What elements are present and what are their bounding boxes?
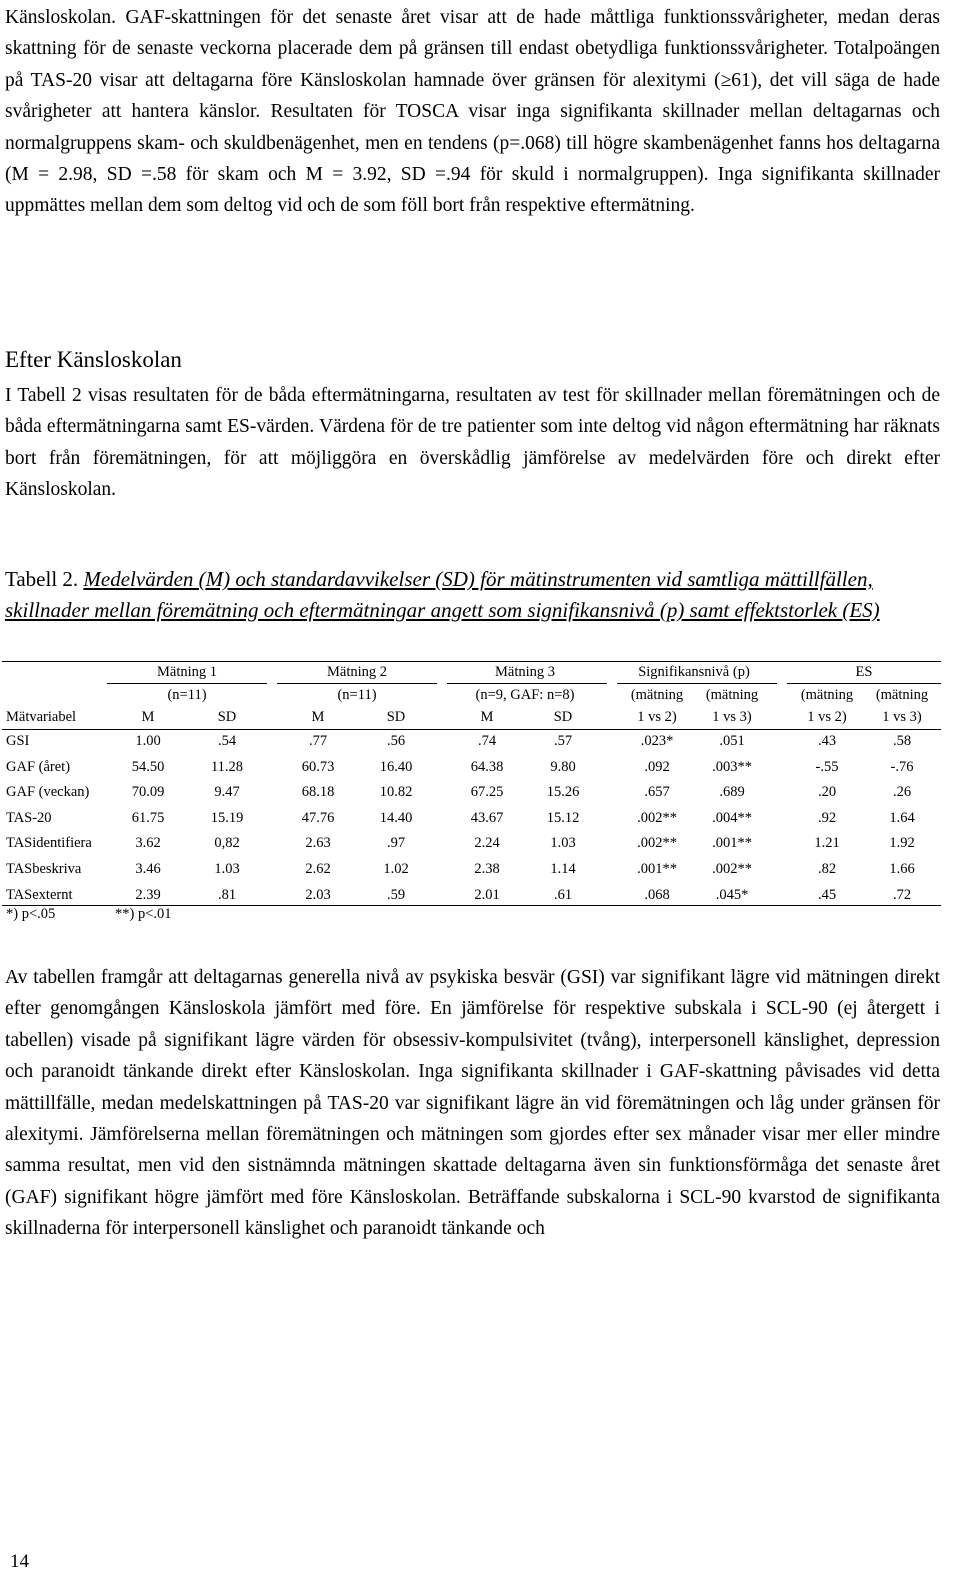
es-sub2-2: 1 vs 3)	[882, 709, 922, 725]
table-cell: .72	[892, 886, 912, 903]
table-cell: .045*	[715, 886, 749, 903]
group-line-3	[447, 683, 607, 684]
table-cell: 3.46	[135, 861, 161, 877]
table-cell: .82	[817, 861, 837, 877]
table-cell: .81	[217, 886, 237, 903]
table-cell: 1.64	[889, 809, 915, 826]
table-cell: .61	[553, 886, 573, 903]
column-header-sd2: SD	[386, 709, 406, 725]
table-cell: 1.92	[889, 835, 915, 852]
group-line-2	[277, 683, 437, 684]
table-cell: .26	[892, 784, 912, 801]
table-cell: .56	[386, 733, 406, 749]
group-n-3: (n=9, GAF: n=8)	[475, 687, 575, 703]
paragraph-intro: Känsloskolan. GAF-skattningen för det senaste året visar att de hade måttliga funktionssvårigheter, medan deras skattning för de senaste veckorna placerade dem på gränsen till endast obetydliga funktionssvårigheter. Totalpoängen på TAS-20 visar att deltagarna före Känsloskolan hamnade över gränsen för alexitymi (≥61), det vill säga de hade svårigheter att hantera känslor. Resultaten för TOSCA visar inga signifikanta skillnader mellan deltagarnas och normalgruppens skam- och skuldbenägenhet, men en tendens (p=.068) till högre skambenägenhet fanns hos deltagarna (M = 2.98, SD =.58 för skam och M = 3.92, SD =.94 för skuld i normalgruppen). Inga signifikanta skillnader uppmättes mellan dem som deltog vid och de som föll bort från respektive eftermätning.	[5, 7, 940, 217]
table-cell: 54.50	[131, 758, 165, 775]
table-cell: .45	[817, 886, 837, 903]
table-cell: .023*	[640, 733, 674, 749]
table-cell: 1.66	[889, 861, 915, 877]
table-cell: -.76	[890, 758, 914, 775]
sig-sub-2: (mätning	[705, 687, 759, 703]
table-cell: .068	[644, 886, 670, 903]
table-caption	[5, 564, 940, 626]
table-cell: 10.82	[379, 784, 413, 801]
table-cell: 43.67	[470, 809, 504, 826]
table-cell: 9.47	[214, 784, 240, 801]
row-label: TASbeskriva	[6, 861, 82, 877]
section-heading: Efter Känsloskolan	[5, 347, 182, 372]
table-cell: 2.01	[474, 886, 500, 903]
table-cell: .58	[892, 733, 912, 749]
table-cell: .43	[817, 733, 837, 749]
table-cell: .001**	[637, 861, 677, 877]
row-label: GSI	[6, 733, 30, 749]
table-cell: 68.18	[301, 784, 335, 801]
column-header-sd1: SD	[217, 709, 237, 725]
group-header-matning-2: Mätning 2	[326, 664, 388, 680]
table-top-rule	[2, 661, 941, 662]
group-line-4	[617, 683, 777, 684]
group-n-1: (n=11)	[167, 687, 207, 703]
row-label: GAF (året)	[6, 758, 71, 775]
group-line-1	[107, 683, 267, 684]
table-cell: -.55	[815, 758, 839, 775]
table-cell: 2.62	[305, 861, 331, 877]
table-cell: 61.75	[131, 809, 165, 826]
table-cell: 70.09	[131, 784, 165, 801]
table-cell: .92	[817, 809, 837, 826]
sig-sub2-2: 1 vs 3)	[712, 709, 752, 725]
group-line-5	[787, 683, 941, 684]
table-cell: 2.39	[135, 886, 161, 903]
es-sub-2: (mätning	[875, 687, 929, 703]
table-cell: .59	[386, 886, 406, 903]
table-cell: 9.80	[550, 758, 576, 775]
table-cell: 15.12	[546, 809, 580, 826]
table-cell: 1.00	[135, 733, 161, 749]
table-cell: 1.03	[214, 861, 240, 877]
table-cell: 3.62	[135, 835, 161, 852]
caption-label: Tabell 2.	[5, 567, 79, 591]
group-header-significance: Signifikansnivå (p)	[638, 664, 750, 680]
table-cell: .77	[308, 733, 328, 749]
table-cell: 2.63	[305, 835, 331, 852]
table-cell: .689	[719, 784, 745, 801]
table-cell: .002**	[712, 861, 752, 877]
table-cell: 1.14	[550, 861, 576, 877]
column-header-m3: M	[480, 709, 494, 725]
es-sub-1: (mätning	[800, 687, 854, 703]
table-cell: 1.02	[383, 861, 409, 877]
paragraph-results: Av tabellen framgår att deltagarnas generella nivå av psykiska besvär (GSI) var signifikant lägre vid mätningen direkt efter genomgången Känsloskola jämfört med före. En jämförelse för respektive subskala i SCL-90 (ej återgett i tabellen) visade på signifikant lägre värden för obsessiv-kompulsivitet (tvång), interpersonell känslighet, depression och paranoidt tänkande direkt efter Känsloskolan. Inga signifikanta skillnader i GAF-skattning påvisades vid detta mättillfälle, medan medelskattningen på TAS-20 var signifikant lägre än vid föremätningen och låg under gränsen för alexitymi. Jämförelserna mellan föremätningen och mätningen som gjordes efter sex månader visar mer eller mindre samma resultat, men vid den sistnämnda mätningen skattade deltagarna även sin funktionsförmåga det senaste året (GAF) signifikant högre jämfört med före Känsloskolan. Beträffande subskalorna i SCL-90 kvarstod de signifikanta skillnaderna för interpersonell känslighet och paranoidt tänkande och	[5, 967, 940, 1240]
table-header-rule	[2, 729, 941, 730]
table-cell: 14.40	[379, 809, 413, 826]
table-cell: .657	[644, 784, 670, 801]
footnote-p01: **) p<.01	[115, 906, 172, 922]
table-cell: .003**	[712, 758, 752, 775]
column-header-m1: M	[141, 709, 155, 725]
table-cell: 2.03	[305, 886, 331, 903]
table-cell: 47.76	[301, 809, 335, 826]
table-cell: .97	[386, 835, 406, 852]
table-cell: .002**	[637, 835, 677, 852]
column-header-m2: M	[311, 709, 325, 725]
caption-text: Medelvärden (M) och standardavvikelser (SD) för mätinstrumenten vid samtliga mättillfällen, skillnader mellan föremätning och eftermätningar angett som signifikansnivå (p) samt effektstorlek (ES)	[5, 567, 880, 622]
row-label: GAF (veckan)	[6, 784, 90, 801]
es-sub2-1: 1 vs 2)	[807, 709, 847, 725]
page-number: 14	[10, 1551, 29, 1572]
table-cell: .092	[644, 758, 670, 775]
table-cell: .051	[719, 733, 745, 749]
row-label: TAS-20	[6, 809, 52, 826]
table-cell: 64.38	[470, 758, 504, 775]
group-header-es: ES	[855, 664, 873, 680]
table-cell: .54	[217, 733, 237, 749]
group-header-matning-3: Mätning 3	[494, 664, 556, 680]
table-cell: 67.25	[470, 784, 504, 801]
sig-sub-1: (mätning	[630, 687, 684, 703]
table-cell: .002**	[637, 809, 677, 826]
table-cell: .20	[817, 784, 837, 801]
row-label: TASidentifiera	[6, 835, 92, 852]
group-n-2: (n=11)	[337, 687, 377, 703]
footnote-p05: *) p<.05	[6, 906, 56, 922]
table-cell: 60.73	[301, 758, 335, 775]
sig-sub2-1: 1 vs 2)	[637, 709, 677, 725]
paragraph-table-intro: I Tabell 2 visas resultaten för de båda eftermätningarna, resultaten av test för skillnader mellan föremätningen och de båda eftermätningarna samt ES-värden. Värdena för de tre patienter som inte deltog vid någon eftermätning har räknats bort från föremätningen, för att möjliggöra en överskådlig jämförelse av medelvärden före och direkt efter Känsloskolan.	[5, 385, 940, 501]
table-cell: .001**	[712, 835, 752, 852]
table-cell: .74	[477, 733, 497, 749]
group-header-matning-1: Mätning 1	[156, 664, 218, 680]
column-header-sd3: SD	[553, 709, 573, 725]
table-cell: 15.26	[546, 784, 580, 801]
row-label: TASexternt	[6, 886, 73, 903]
table-cell: 1.21	[814, 835, 840, 852]
table-cell: 0,82	[214, 835, 240, 852]
table-cell: 16.40	[379, 758, 413, 775]
table-cell: 11.28	[210, 758, 244, 775]
column-header-variable: Mätvariabel	[6, 709, 77, 725]
table-cell: 15.19	[210, 809, 244, 826]
table-cell: .004**	[712, 809, 752, 826]
table-cell: 1.03	[550, 835, 576, 852]
table-cell: 2.24	[474, 835, 500, 852]
table-cell: .57	[553, 733, 573, 749]
table-cell: 2.38	[474, 861, 500, 877]
